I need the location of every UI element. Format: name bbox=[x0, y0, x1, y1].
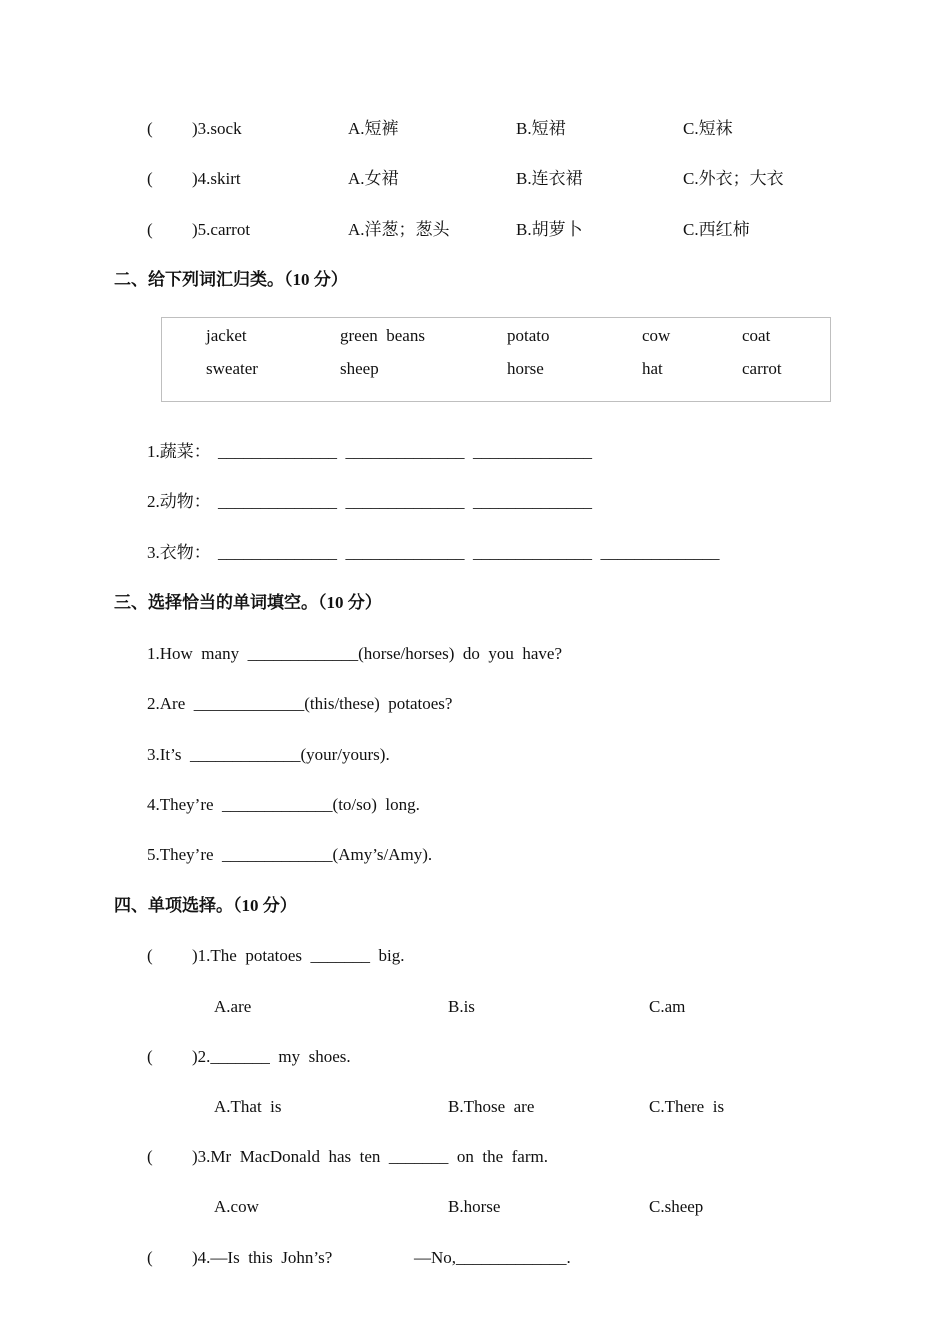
option-b: B.胡萝卜 bbox=[516, 220, 583, 239]
paren: ( bbox=[147, 1047, 153, 1066]
question-text: )4.—Is this John’s? bbox=[192, 1248, 333, 1267]
word: cow bbox=[642, 326, 671, 345]
answer-line: —No,_____________. bbox=[414, 1248, 571, 1267]
question-text: )1.The potatoes _______ big. bbox=[192, 946, 405, 965]
question-text: )4.skirt bbox=[192, 169, 241, 188]
section-title: 二、给下列词汇归类。（10 分） bbox=[114, 270, 348, 289]
fill-question: 5.They’re _____________(Amy’s/Amy). bbox=[147, 845, 433, 864]
answer-blanks: ______________ ______________ ______________ ______________ bbox=[218, 543, 720, 562]
word: green beans bbox=[340, 326, 425, 345]
word: jacket bbox=[206, 326, 247, 345]
fill-question: 3.It’s _____________(your/yours). bbox=[147, 745, 390, 764]
option-c: C.am bbox=[649, 997, 686, 1016]
paren: ( bbox=[147, 946, 153, 965]
option-a: A.cow bbox=[214, 1197, 259, 1216]
option-c: C.There is bbox=[649, 1097, 725, 1116]
fill-question: 2.Are _____________(this/these) potatoes? bbox=[147, 694, 453, 713]
word: sheep bbox=[340, 359, 379, 378]
option-a: A.女裙 bbox=[348, 169, 399, 188]
answer-blanks: ______________ ______________ ______________ bbox=[218, 442, 592, 461]
option-c: C.sheep bbox=[649, 1197, 704, 1216]
word-box bbox=[161, 317, 831, 402]
category-label: 3.衣物： bbox=[147, 543, 211, 562]
word: coat bbox=[742, 326, 771, 345]
category-label: 1.蔬菜： bbox=[147, 442, 211, 461]
word: hat bbox=[642, 359, 663, 378]
option-a: A.洋葱；葱头 bbox=[348, 220, 450, 239]
paren: ( bbox=[147, 220, 153, 239]
option-b: B.短裙 bbox=[516, 119, 566, 138]
section-title: 四、单项选择。（10 分） bbox=[114, 896, 297, 915]
word: carrot bbox=[742, 359, 782, 378]
option-c: C.外衣；大衣 bbox=[683, 169, 784, 188]
option-a: A.That is bbox=[214, 1097, 282, 1116]
paren: ( bbox=[147, 1248, 153, 1267]
paren: ( bbox=[147, 169, 153, 188]
option-b: B.is bbox=[448, 997, 475, 1016]
answer-blanks: ______________ ______________ ______________ bbox=[218, 492, 592, 511]
paren: ( bbox=[147, 119, 153, 138]
option-b: B.连衣裙 bbox=[516, 169, 583, 188]
option-c: C.西红柿 bbox=[683, 220, 750, 239]
option-c: C.短袜 bbox=[683, 119, 733, 138]
question-text: )3.Mr MacDonald has ten _______ on the farm. bbox=[192, 1147, 548, 1166]
paren: ( bbox=[147, 1147, 153, 1166]
section-title: 三、选择恰当的单词填空。（10 分） bbox=[114, 593, 382, 612]
category-label: 2.动物： bbox=[147, 492, 211, 511]
word: horse bbox=[507, 359, 544, 378]
question-text: )2._______ my shoes. bbox=[192, 1047, 351, 1066]
question-text: )5.carrot bbox=[192, 220, 251, 239]
option-b: B.Those are bbox=[448, 1097, 535, 1116]
option-a: A.are bbox=[214, 997, 252, 1016]
fill-question: 4.They’re _____________(to/so) long. bbox=[147, 795, 420, 814]
question-text: )3.sock bbox=[192, 119, 242, 138]
option-b: B.horse bbox=[448, 1197, 501, 1216]
word: sweater bbox=[206, 359, 258, 378]
fill-question: 1.How many _____________(horse/horses) do you have? bbox=[147, 644, 563, 663]
option-a: A.短裤 bbox=[348, 119, 399, 138]
word: potato bbox=[507, 326, 550, 345]
